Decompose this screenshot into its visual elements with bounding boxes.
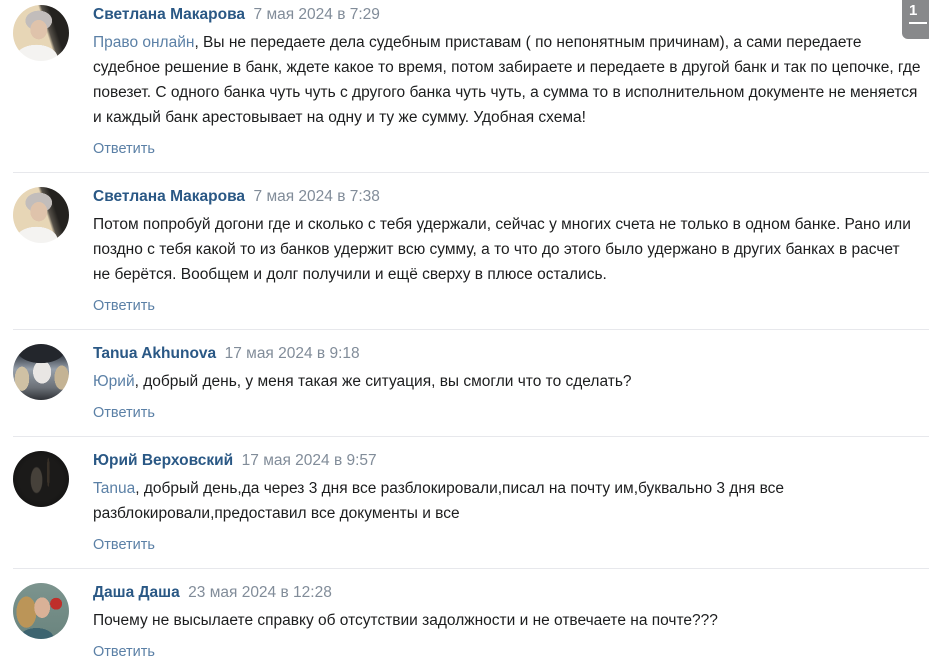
comment-header — [93, 344, 921, 364]
mention-link[interactable]: Tanua — [93, 480, 136, 497]
comment-text-body: , добрый день,да через 3 дня все разблокировали,писал на почту им,буквально 3 дня все разблокировали,предоставил все документы и все — [93, 480, 785, 522]
comment-text-body: Почему не высылаете справку об отсутствии задолжности и не отвечаете на почте??? — [93, 612, 718, 629]
comment-header — [93, 451, 921, 471]
reply-button[interactable]: Ответить — [93, 644, 155, 660]
comment-content — [93, 451, 921, 555]
author-link[interactable]: Юрий Верховский — [93, 452, 234, 469]
comment-header — [93, 583, 921, 603]
reply-button[interactable]: Ответить — [93, 537, 155, 553]
comment-content — [93, 344, 921, 423]
author-link[interactable]: Светлана Макарова — [93, 6, 246, 23]
pagination-badge[interactable] — [902, 0, 929, 39]
comment-content — [93, 583, 921, 661]
mention-link[interactable]: Юрий — [93, 373, 135, 390]
reply-button[interactable]: Ответить — [93, 298, 155, 314]
comment-item — [0, 436, 929, 568]
comment-header — [93, 5, 921, 25]
reply-button[interactable]: Ответить — [93, 141, 155, 157]
comment-date: 17 мая 2024 в 9:57 — [241, 452, 377, 469]
author-link[interactable]: Светлана Макарова — [93, 188, 246, 205]
reply-button[interactable]: Ответить — [93, 405, 155, 421]
pagination-badge-underline — [909, 22, 927, 24]
comment-text-body: , добрый день, у меня такая же ситуация, вы смогли что то сделать? — [134, 373, 632, 390]
user-avatar[interactable] — [13, 5, 69, 61]
comment-item — [0, 0, 929, 172]
mention-link[interactable]: Право онлайн — [93, 34, 195, 51]
comment-content — [93, 187, 921, 316]
comment-text — [93, 30, 921, 130]
comment-date: 7 мая 2024 в 7:29 — [253, 6, 380, 23]
comment-date: 23 мая 2024 в 12:28 — [188, 584, 332, 601]
comment-text — [93, 212, 921, 287]
comment-header — [93, 187, 921, 207]
comment-text-body: , Вы не передаете дела судебным приставам ( по непонятным причинам), а сами передаете судебное решение в банк, ждете какое то время, потом забираете и передаете в другой банк и так по цепочке, где повезет. С одного банка чуть чуть с другого банка чуть чуть, а сумма то в исполнительном документе не меняется и каждый банк арестовывает на одну и ту же сумму. Удобная схема! — [93, 34, 921, 126]
user-avatar[interactable] — [13, 451, 69, 507]
comment-text-body: Потом попробуй догони где и сколько с тебя удержали, сейчас у многих счета не только в одном банке. Рано или поздно с тебя какой то из банков удержит всю сумму, а то что до этого было удержано в других банках в расчет не берётся. Вообщем и долг получили и ещё сверху в плюсе остались. — [93, 216, 911, 283]
comment-text — [93, 476, 921, 526]
author-link[interactable]: Даша Даша — [93, 584, 180, 601]
pagination-badge-count: 1 — [909, 2, 918, 19]
comment-item — [0, 172, 929, 329]
comment-date: 7 мая 2024 в 7:38 — [253, 188, 380, 205]
user-avatar[interactable] — [13, 187, 69, 243]
comment-text — [93, 608, 921, 633]
user-avatar[interactable] — [13, 344, 69, 400]
comment-content — [93, 5, 921, 159]
author-link[interactable]: Tanua Akhunova — [93, 345, 217, 362]
comment-text — [93, 369, 921, 394]
user-avatar[interactable] — [13, 583, 69, 639]
comment-date: 17 мая 2024 в 9:18 — [224, 345, 360, 362]
comment-item — [0, 568, 929, 661]
comment-item — [0, 329, 929, 436]
